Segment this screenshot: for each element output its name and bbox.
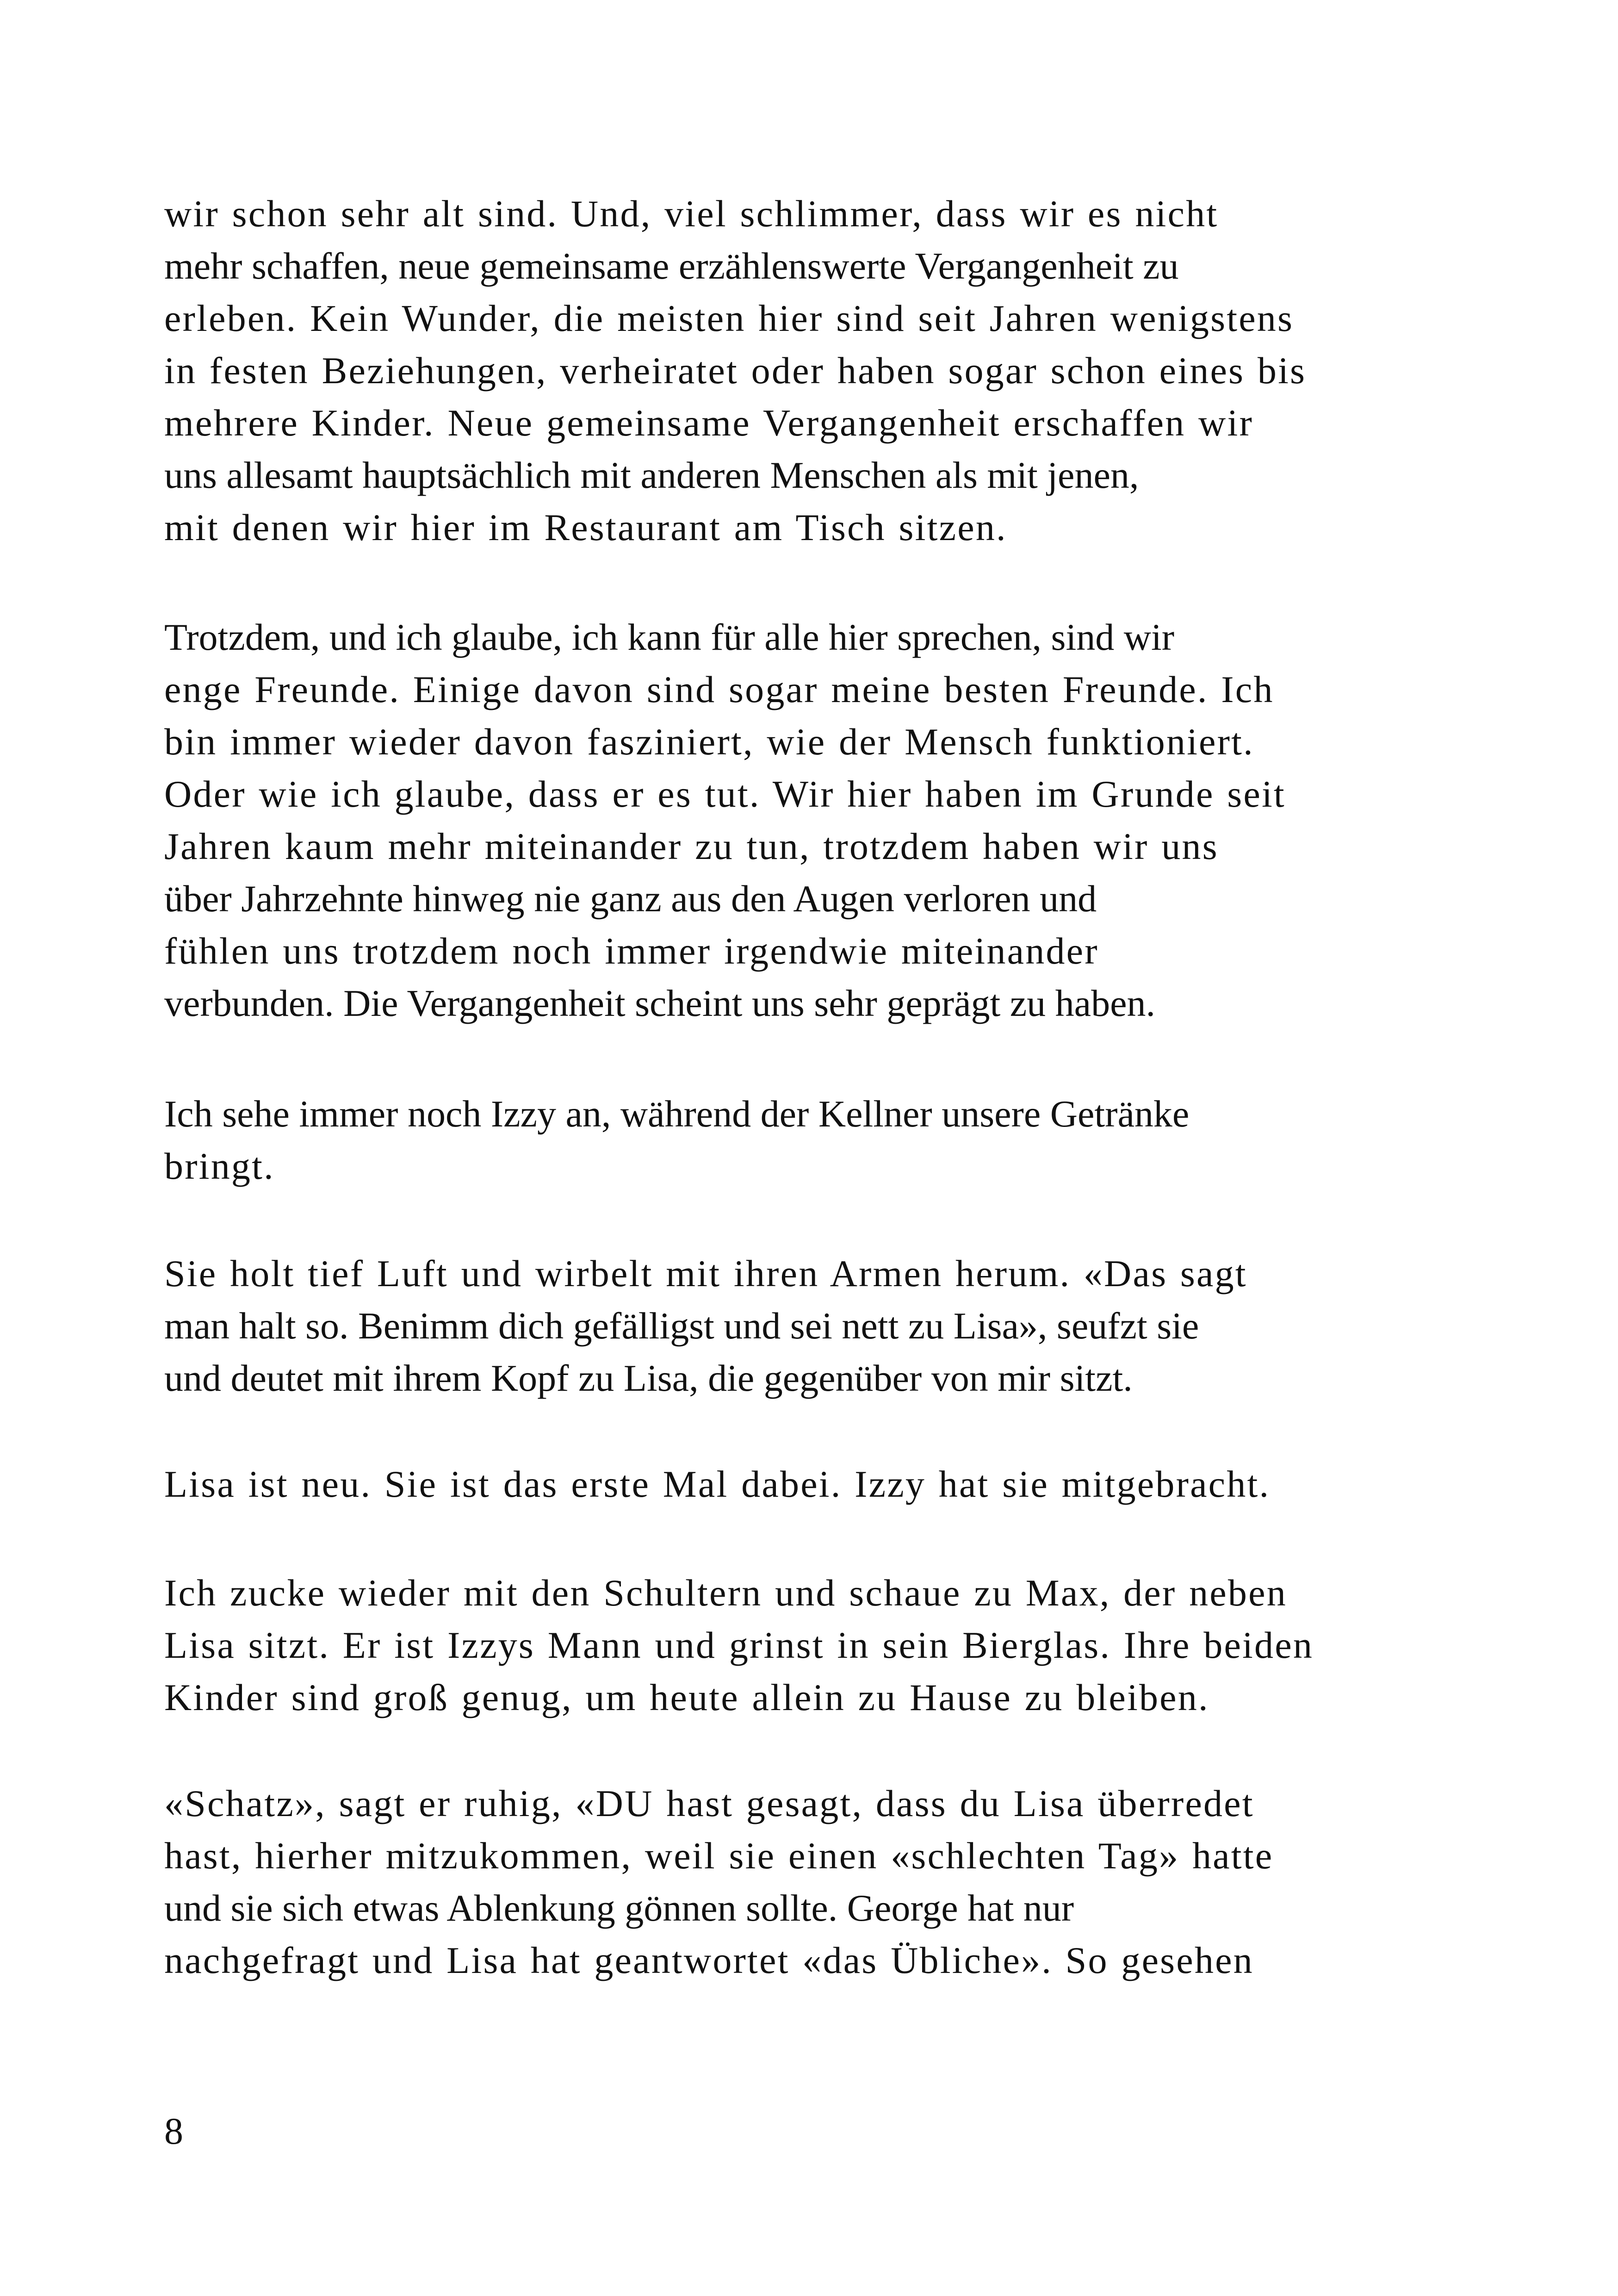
text-line: fühlen uns trotzdem noch immer irgendwie miteinander <box>164 930 1099 972</box>
paragraph-7 <box>164 1777 1506 1986</box>
text-line: Lisa ist neu. Sie ist das erste Mal dabei. Izzy hat sie mitgebracht. <box>164 1463 1271 1505</box>
text-line: mehr schaffen, neue gemeinsame erzählenswerte Vergangenheit zu <box>164 245 1179 287</box>
page-number: 8 <box>164 2110 183 2152</box>
text-line: «Schatz», sagt er ruhig, «DU hast gesagt, dass du Lisa überredet <box>164 1782 1254 1824</box>
text-line: mehrere Kinder. Neue gemeinsame Vergangenheit erschaffen wir <box>164 402 1253 444</box>
text-line: Ich sehe immer noch Izzy an, während der Kellner unsere Getränke <box>164 1093 1190 1135</box>
text-line: und deutet mit ihrem Kopf zu Lisa, die gegenüber von mir sitzt. <box>164 1357 1133 1399</box>
text-line: über Jahrzehnte hinweg nie ganz aus den Augen verloren und <box>164 877 1097 920</box>
paragraph-2 <box>164 611 1506 1029</box>
text-line: bin immer wieder davon fasziniert, wie der Mensch funktioniert. <box>164 721 1254 763</box>
text-line: wir schon sehr alt sind. Und, viel schlimmer, dass wir es nicht <box>164 193 1219 235</box>
text-line: und sie sich etwas Ablenkung gönnen sollte. George hat nur <box>164 1887 1074 1929</box>
paragraph-6 <box>164 1567 1506 1724</box>
text-line: hast, hierher mitzukommen, weil sie einen «schlechten Tag» hatte <box>164 1835 1274 1877</box>
text-line: uns allesamt hauptsächlich mit anderen Menschen als mit jenen, <box>164 454 1139 496</box>
text-line: enge Freunde. Einige davon sind sogar meine besten Freunde. Ich <box>164 668 1274 710</box>
text-line: Oder wie ich glaube, dass er es tut. Wir hier haben im Grunde seit <box>164 773 1286 815</box>
paragraph-4 <box>164 1247 1506 1404</box>
text-line: Sie holt tief Luft und wirbelt mit ihren Armen herum. «Das sagt <box>164 1252 1247 1294</box>
text-line: Kinder sind groß genug, um heute allein zu Hause zu bleiben. <box>164 1676 1209 1718</box>
text-line: bringt. <box>164 1145 275 1187</box>
text-line: verbunden. Die Vergangenheit scheint uns sehr geprägt zu haben. <box>164 982 1155 1024</box>
paragraph-1 <box>164 187 1506 554</box>
paragraph-3 <box>164 1088 1506 1192</box>
text-line: erleben. Kein Wunder, die meisten hier sind seit Jahren wenigstens <box>164 297 1294 339</box>
text-line: in festen Beziehungen, verheiratet oder haben sogar schon eines bis <box>164 349 1307 392</box>
text-line: nachgefragt und Lisa hat geantwortet «das Übliche». So gesehen <box>164 1939 1254 1981</box>
paragraph-5 <box>164 1458 1506 1510</box>
text-line: mit denen wir hier im Restaurant am Tisch sitzen. <box>164 506 1007 548</box>
text-line: Jahren kaum mehr miteinander zu tun, trotzdem haben wir uns <box>164 825 1219 867</box>
text-line: Lisa sitzt. Er ist Izzys Mann und grinst in sein Bierglas. Ihre beiden <box>164 1624 1314 1666</box>
text-line: Trotzdem, und ich glaube, ich kann für alle hier sprechen, sind wir <box>164 616 1175 658</box>
text-line: man halt so. Benimm dich gefälligst und sei nett zu Lisa», seufzt sie <box>164 1305 1199 1347</box>
text-line: Ich zucke wieder mit den Schultern und schaue zu Max, der neben <box>164 1572 1287 1614</box>
